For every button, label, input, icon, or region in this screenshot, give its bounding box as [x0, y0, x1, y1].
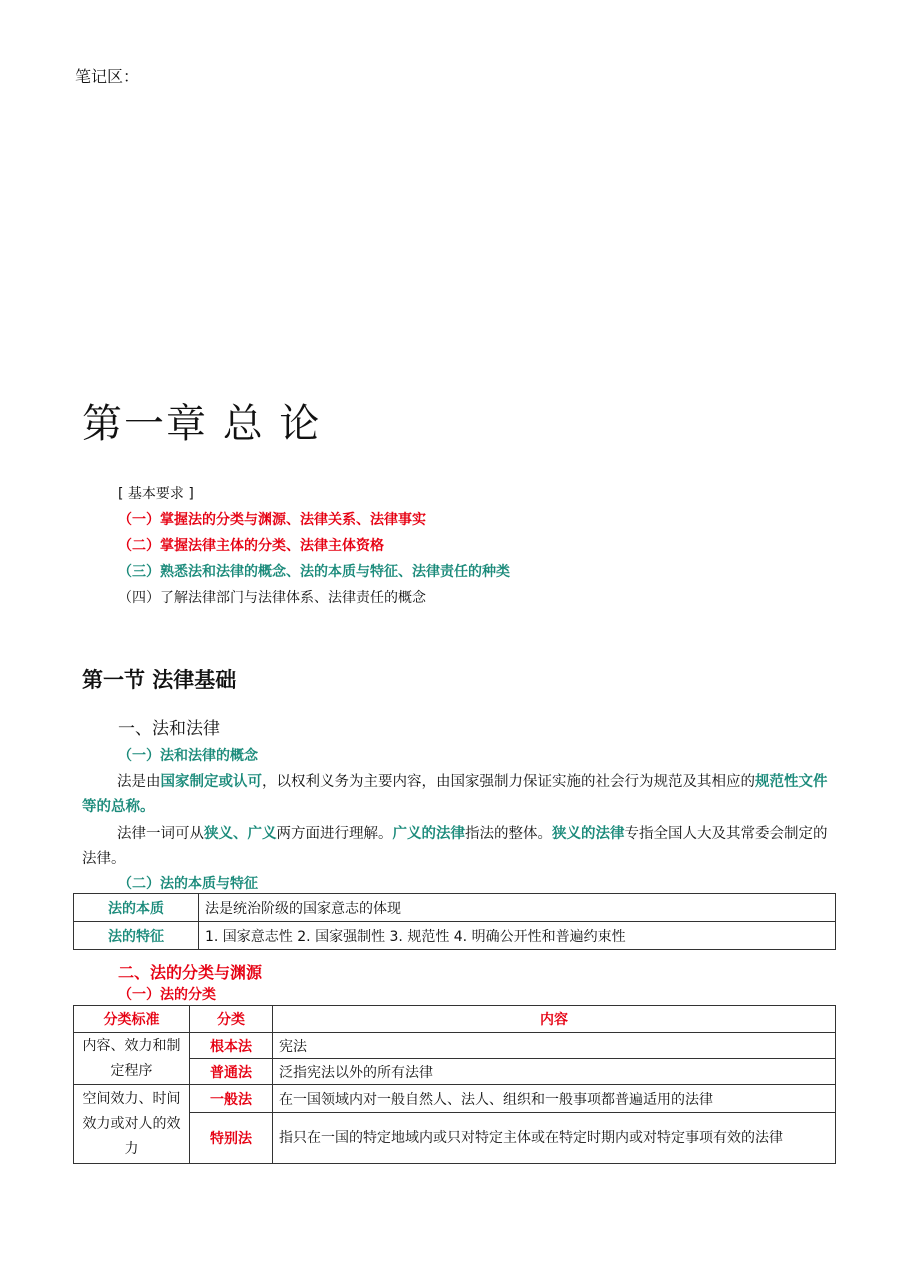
heading-law-and-statute: 一、法和法律: [118, 719, 220, 739]
table-row: [74, 1085, 836, 1113]
para2-bold-3: 狭义的法律: [552, 826, 625, 842]
para2-text-4: 专指全国人大及其常委会制定的法律。: [82, 826, 828, 867]
paragraph-law-scope: [82, 822, 832, 872]
heading-classification-sources: 二、法的分类与渊源: [118, 963, 263, 982]
feature-key: 法的特征: [74, 922, 199, 950]
table-row: [74, 922, 836, 950]
notes-label: 笔记区：: [75, 67, 140, 86]
content-special: 指只在一国的特定地域内或只对特定主体或在特定时期内或对特定事项有效的法律: [273, 1113, 836, 1164]
para1-text-2: ，以权利义务为主要内容，由国家强制力保证实施的社会行为规范及其相应的: [262, 774, 755, 790]
essence-value: 法是统治阶级的国家意志的体现: [199, 894, 836, 922]
header-content: 内容: [273, 1006, 836, 1033]
content-general: 在一国领域内对一般自然人、法人、组织和一般事项都普遍适用的法律: [273, 1085, 836, 1113]
requirement-item-2: （二）掌握法律主体的分类、法律主体资格: [118, 538, 384, 554]
classification-table: [73, 1005, 836, 1164]
feature-value: 1. 国家意志性 2. 国家强制性 3. 规范性 4. 明确公开性和普遍约束性: [199, 922, 836, 950]
paragraph-law-definition: [82, 770, 832, 820]
essence-table: [73, 893, 836, 950]
para1-bold-1: 国家制定或认可: [160, 774, 262, 790]
para1-text-1: 法是由: [117, 774, 161, 790]
type-special: 特别法: [190, 1113, 273, 1164]
content-fundamental: 宪法: [273, 1033, 836, 1059]
content-ordinary: 泛指宪法以外的所有法律: [273, 1059, 836, 1085]
header-type: 分类: [190, 1006, 273, 1033]
requirements-header: [ 基本要求 ]: [118, 486, 194, 502]
type-ordinary: 普通法: [190, 1059, 273, 1085]
subheading-concept: （一）法和法律的概念: [118, 748, 258, 764]
para1-bold-2: 规范性文件等的总称。: [82, 774, 828, 815]
subheading-essence: （二）法的本质与特征: [118, 876, 258, 892]
requirement-item-3: （三）熟悉法和法律的概念、法的本质与特征、法律责任的种类: [118, 564, 510, 580]
section-title: 第一节 法律基础: [82, 668, 237, 692]
type-fundamental: 根本法: [190, 1033, 273, 1059]
table-header-row: [74, 1006, 836, 1033]
table-row: [74, 1033, 836, 1059]
type-general: 一般法: [190, 1085, 273, 1113]
requirement-item-4: （四）了解法律部门与法律体系、法律责任的概念: [118, 590, 426, 606]
para2-text-1: 法律一词可从: [117, 826, 204, 842]
subheading-classification: （一）法的分类: [118, 987, 216, 1003]
requirement-item-1: （一）掌握法的分类与渊源、法律关系、法律事实: [118, 512, 426, 528]
header-standard: 分类标准: [74, 1006, 190, 1033]
table-row: [74, 894, 836, 922]
para2-bold-2: 广义的法律: [392, 826, 465, 842]
group-standard-1: 内容、效力和制定程序: [74, 1033, 190, 1085]
group-standard-2: 空间效力、时间效力或对人的效力: [74, 1085, 190, 1164]
essence-key: 法的本质: [74, 894, 199, 922]
para2-text-3: 指法的整体。: [465, 826, 552, 842]
para2-text-2: 两方面进行理解。: [276, 826, 393, 842]
chapter-title: 第一章 总 论: [82, 401, 322, 447]
para2-bold-1: 狭义、广义: [204, 826, 277, 842]
